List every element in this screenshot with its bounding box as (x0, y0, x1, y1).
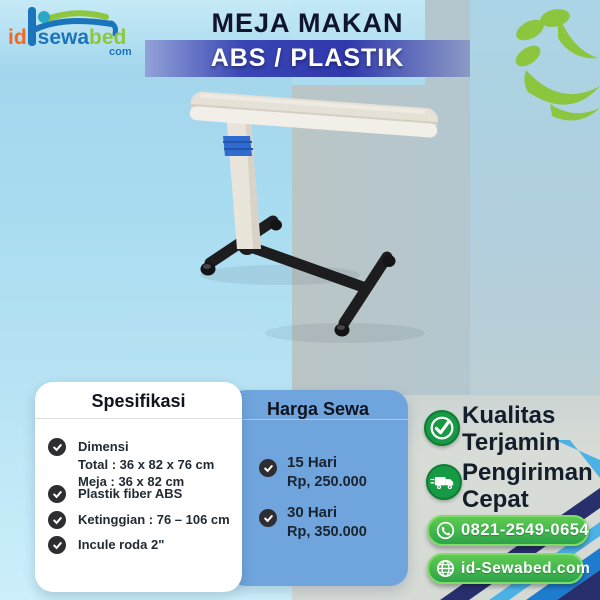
whatsapp-phone-button[interactable] (427, 515, 589, 546)
subtitle-band (145, 40, 470, 77)
price-card-title: Harga Sewa (266, 399, 370, 419)
spec-card-divider (35, 418, 242, 419)
price-amount-30: Rp, 350.000 (287, 524, 367, 540)
benefit-delivery-line1: Pengiriman (462, 459, 593, 486)
check-bullet-icon (48, 511, 66, 529)
check-bullet-icon (48, 485, 66, 503)
benefit-quality-line1: Kualitas (462, 402, 556, 429)
subtitle-text: ABS / PLASTIK (210, 44, 405, 72)
leaf-plant-icon (498, 8, 600, 123)
product-photo-overbed-table (130, 85, 470, 380)
check-bullet-icon (48, 536, 66, 554)
logo-text-bed: bed (89, 26, 127, 49)
check-bullet-icon (259, 509, 277, 527)
page-title: MEJA MAKAN (211, 8, 404, 38)
truck-seal-icon (426, 464, 462, 500)
spec-card (35, 382, 242, 592)
logo-text-id: id (8, 26, 27, 49)
spec-card-title: Spesifikasi (91, 391, 186, 411)
whatsapp-icon (435, 520, 456, 541)
logo-text-com: com (109, 46, 132, 58)
spec-item-dimensi: Dimensi (78, 439, 129, 454)
phone-number: 0821-2549-0654 (461, 521, 590, 539)
spec-item-dimensi-meja: Meja : 36 x 82 cm (78, 474, 185, 489)
price-amount-15: Rp, 250.000 (287, 474, 367, 490)
globe-icon (435, 558, 456, 579)
price-duration-15: 15 Hari (287, 454, 338, 471)
spec-item-height: Ketinggian : 76 – 106 cm (78, 512, 230, 527)
benefit-delivery-line2: Cepat (462, 486, 529, 513)
benefit-quality-line2: Terjamin (462, 429, 561, 456)
logo-text-sewa: sewa (37, 26, 90, 49)
price-duration-30: 30 Hari (287, 504, 338, 521)
price-card (228, 390, 408, 586)
spec-item-wheels: Incule roda 2" (78, 537, 165, 552)
spec-item-dimensi-total: Total : 36 x 82 x 76 cm (78, 457, 215, 472)
check-bullet-icon (48, 438, 66, 456)
logo-idsewabed (8, 2, 158, 64)
price-card-divider (228, 419, 408, 420)
spec-item-material: Plastik fiber ABS (78, 486, 183, 501)
check-bullet-icon (259, 459, 277, 477)
website-url: id-Sewabed.com (461, 559, 591, 577)
website-button[interactable] (427, 553, 591, 584)
check-seal-icon (424, 410, 460, 446)
